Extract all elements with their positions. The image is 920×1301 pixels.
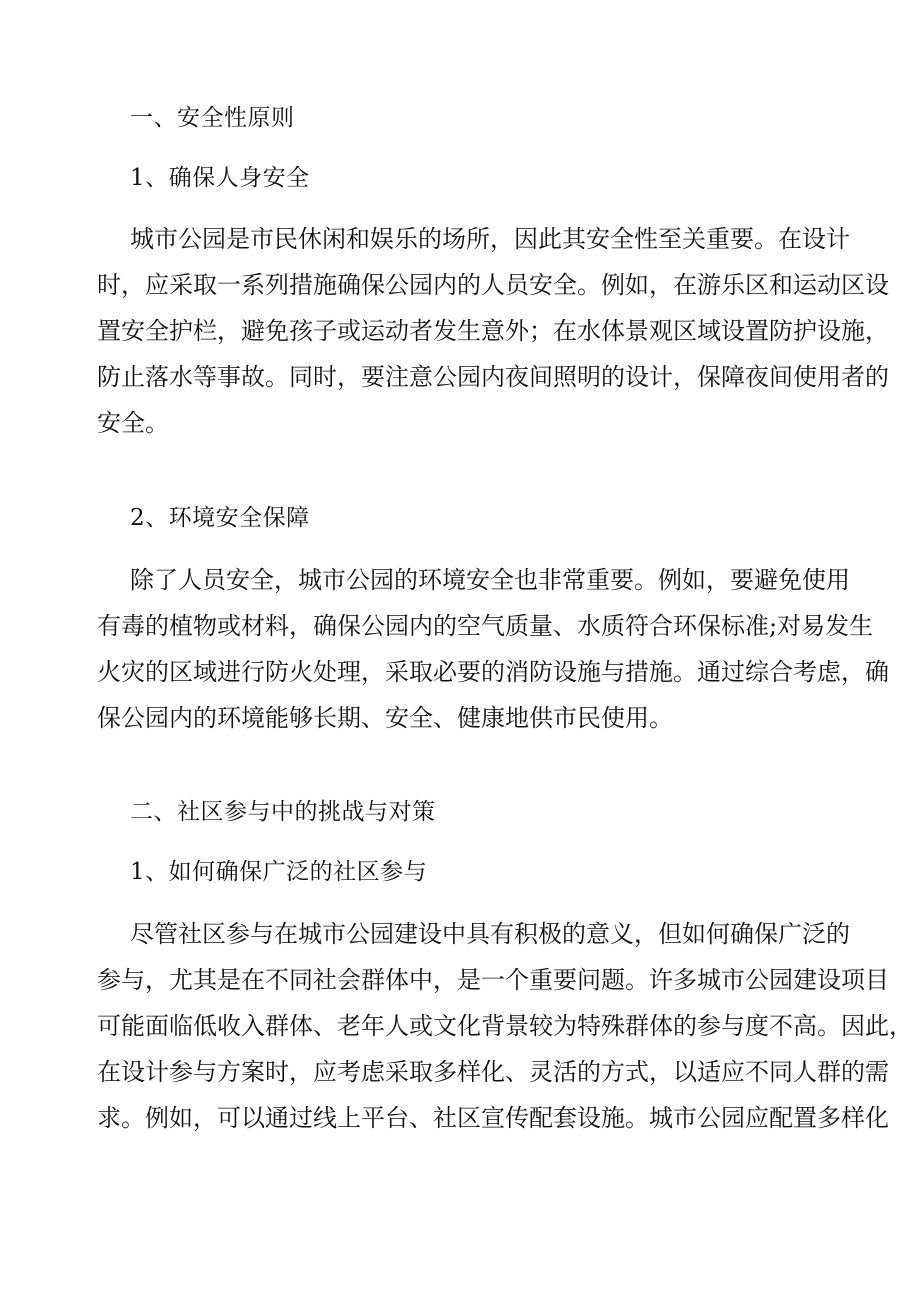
paragraph-line: 置安全护栏，避免孩子或运动者发生意外；在水体景观区域设置防护设施， [97, 317, 889, 345]
paragraph-line: 有毒的植物或材料，确保公园内的空气质量、水质符合环保标准;对易发生 [97, 612, 874, 640]
paragraph-line: 参与，尤其是在不同社会群体中，是一个重要问题。许多城市公园建设项目 [97, 966, 889, 994]
subheading-broad-participation: 1、如何确保广泛的社区参与 [130, 859, 428, 885]
subheading-personal-safety: 1、确保人身安全 [130, 165, 310, 191]
paragraph-environment-safety [97, 557, 889, 741]
paragraph-line: 可能面临低收入群体、老年人或文化背景较为特殊群体的参与度不高。因此， [97, 1012, 913, 1040]
section-heading-safety-principles: 一、安全性原则 [130, 105, 295, 131]
paragraph-line: 防止落水等事故。同时，要注意公园内夜间照明的设计，保障夜间使用者的 [97, 363, 889, 391]
paragraph-personal-safety [97, 216, 889, 446]
paragraph-line: 求。例如，可以通过线上平台、社区宣传配套设施。城市公园应配置多样化 [97, 1104, 889, 1132]
paragraph-line: 尽管社区参与在城市公园建设中具有积极的意义，但如何确保广泛的 [130, 920, 850, 948]
paragraph-line: 火灾的区域进行防火处理，采取必要的消防设施与措施。通过综合考虑，确 [97, 658, 889, 686]
paragraph-broad-participation [97, 911, 913, 1141]
paragraph-line: 保公园内的环境能够长期、安全、健康地供市民使用。 [97, 704, 673, 732]
section-heading-community-participation: 二、社区参与中的挑战与对策 [130, 799, 436, 825]
paragraph-line: 城市公园是市民休闲和娱乐的场所，因此其安全性至关重要。在设计 [130, 225, 850, 253]
subheading-environment-safety: 2、环境安全保障 [130, 505, 310, 531]
paragraph-line: 时，应采取一系列措施确保公园内的人员安全。例如，在游乐区和运动区设 [97, 271, 889, 299]
paragraph-line: 在设计参与方案时，应考虑采取多样化、灵活的方式，以适应不同人群的需 [97, 1058, 889, 1086]
paragraph-line: 除了人员安全，城市公园的环境安全也非常重要。例如，要避免使用 [130, 566, 850, 594]
paragraph-line: 安全。 [97, 409, 169, 437]
